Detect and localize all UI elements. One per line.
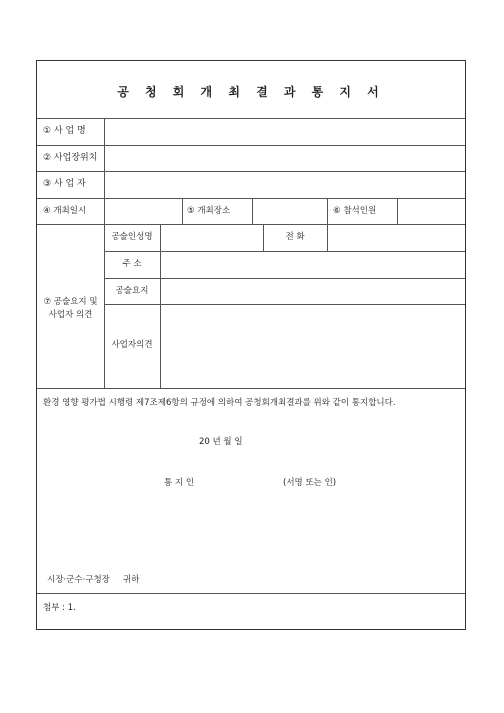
row-divider bbox=[37, 224, 465, 225]
notifier-label: 통 지 인 bbox=[164, 478, 195, 488]
row-divider bbox=[37, 145, 465, 146]
row-divider bbox=[37, 198, 465, 199]
business-name-label: ① 사 업 명 bbox=[43, 126, 86, 136]
business-location-label: ② 사업장위치 bbox=[43, 153, 98, 163]
signature-note: (서명 또는 인) bbox=[283, 478, 337, 488]
column-divider bbox=[182, 198, 183, 224]
row-divider bbox=[104, 251, 465, 252]
summary-label-2: 사업자 의견 bbox=[48, 310, 93, 320]
attendees-label: ⑥ 참석인원 bbox=[333, 206, 377, 216]
summary-label: ⑦ 공술요지 및 bbox=[43, 297, 98, 307]
recipient-label: 시장·군수·구청장 bbox=[47, 575, 110, 585]
notice-form bbox=[36, 60, 466, 630]
row-divider bbox=[37, 118, 465, 119]
address-label: 주 소 bbox=[122, 259, 142, 269]
column-divider bbox=[327, 198, 328, 224]
speaker-name-label: 공술인성명 bbox=[111, 232, 153, 242]
column-divider bbox=[397, 198, 398, 224]
row-divider bbox=[104, 278, 465, 279]
column-divider bbox=[327, 224, 328, 251]
date-line: 20 년 월 일 bbox=[199, 437, 243, 447]
notice-text: 환경 영향 평가법 시행령 제7조제6항의 규정에 의하여 공청회개최결과를 위와 같이 통지합니다. bbox=[43, 398, 396, 408]
row-divider bbox=[104, 304, 465, 305]
recipient-suffix: 귀하 bbox=[123, 575, 140, 585]
phone-label: 전 화 bbox=[285, 232, 305, 242]
meeting-place-label: ⑤ 개최장소 bbox=[187, 206, 231, 216]
business-operator-label: ③ 사 업 자 bbox=[43, 179, 86, 189]
form-title: 공 청 회 개 최 결 과 통 지 서 bbox=[117, 85, 385, 99]
meeting-date-label: ④ 개최일시 bbox=[43, 206, 87, 216]
column-divider bbox=[252, 198, 253, 224]
column-divider bbox=[160, 224, 161, 388]
attachment-label: 첨부 : 1. bbox=[43, 603, 76, 613]
row-divider bbox=[37, 388, 465, 389]
operator-opinion-label: 사업자의견 bbox=[111, 340, 153, 350]
row-divider bbox=[37, 171, 465, 172]
row-divider bbox=[37, 593, 465, 594]
statement-label: 공술요지 bbox=[115, 286, 149, 296]
